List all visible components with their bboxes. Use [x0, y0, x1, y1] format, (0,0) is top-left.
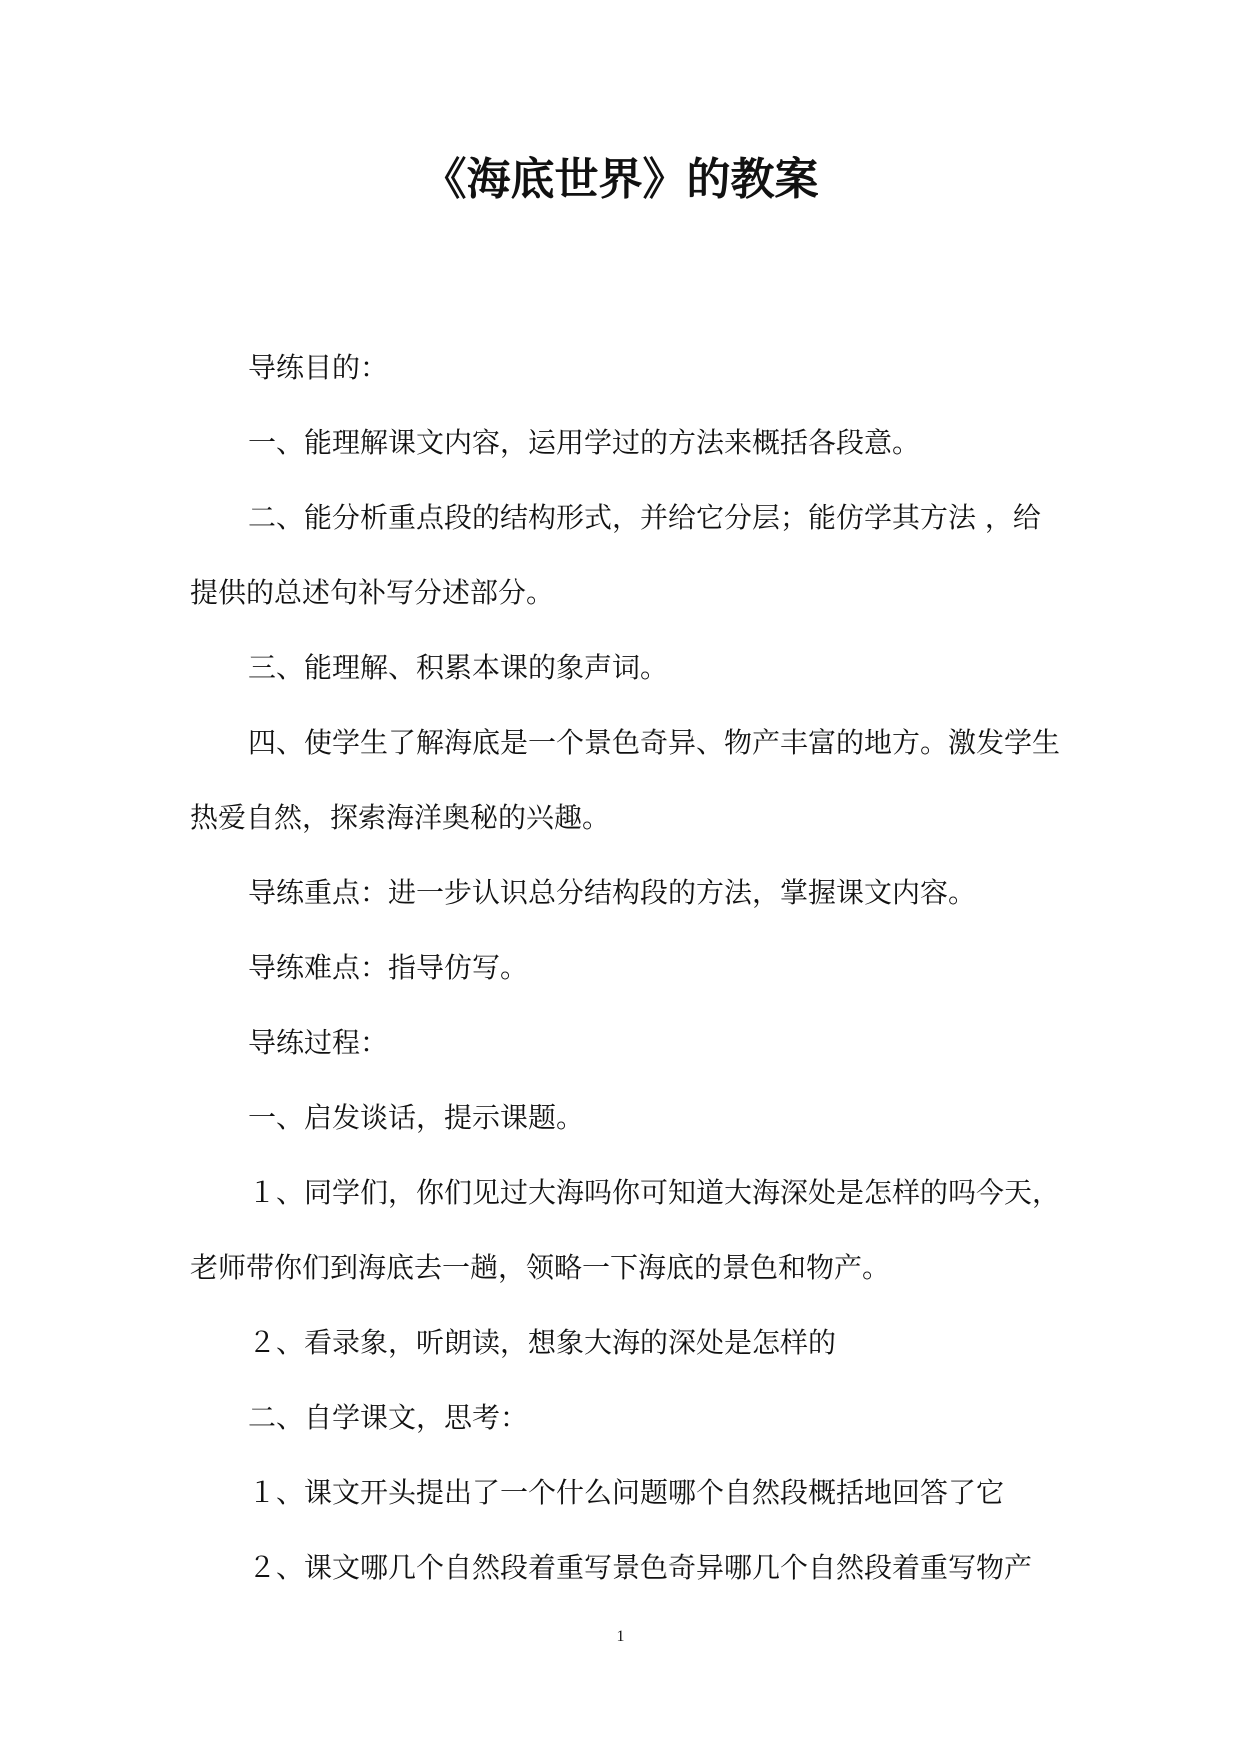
paragraph-step-1-item-2: ２、看录象，听朗读，想象大海的深处是怎样的 — [248, 1326, 837, 1359]
paragraph-step-2: 二、自学课文，思考： — [248, 1401, 529, 1434]
paragraph-step-1-item-1: １、同学们，你们见过大海吗你可知道大海深处是怎样的吗今天，老师带你们到海底去一趟，领略一下海底的景色和物产。 — [190, 1176, 1061, 1284]
paragraph-step-2-item-2: ２、课文哪几个自然段着重写景色奇异哪几个自然段着重写物产 — [248, 1551, 1033, 1584]
paragraph-goal-4: 四、使学生了解海底是一个景色奇异、物产丰富的地方。激发学生热爱自然，探索海洋奥秘的兴趣。 — [190, 726, 1061, 834]
paragraph-goal-1: 一、能理解课文内容，运用学过的方法来概括各段意。 — [248, 426, 921, 459]
paragraph-step-1: 一、启发谈话，提示课题。 — [248, 1101, 585, 1134]
paragraph-difficulties: 导练难点：指导仿写。 — [248, 951, 529, 984]
page-number: 1 — [616, 1628, 625, 1645]
paragraph-goals-heading: 导练目的： — [248, 351, 389, 384]
paragraph-goal-2: 二、能分析重点段的结构形式，并给它分层；能仿学其方法 ，给提供的总述句补写分述部分。 — [190, 501, 1041, 609]
paragraph-goal-3: 三、能理解、积累本课的象声词。 — [248, 651, 669, 684]
paragraph-step-2-item-1: １、课文开头提出了一个什么问题哪个自然段概括地回答了它 — [248, 1476, 1005, 1509]
document-body — [190, 330, 1060, 1605]
document-title: 《海底世界》的教案 — [422, 154, 819, 205]
paragraph-process-heading: 导练过程： — [248, 1026, 389, 1059]
paragraph-key-points: 导练重点：进一步认识总分结构段的方法，掌握课文内容。 — [248, 876, 977, 909]
